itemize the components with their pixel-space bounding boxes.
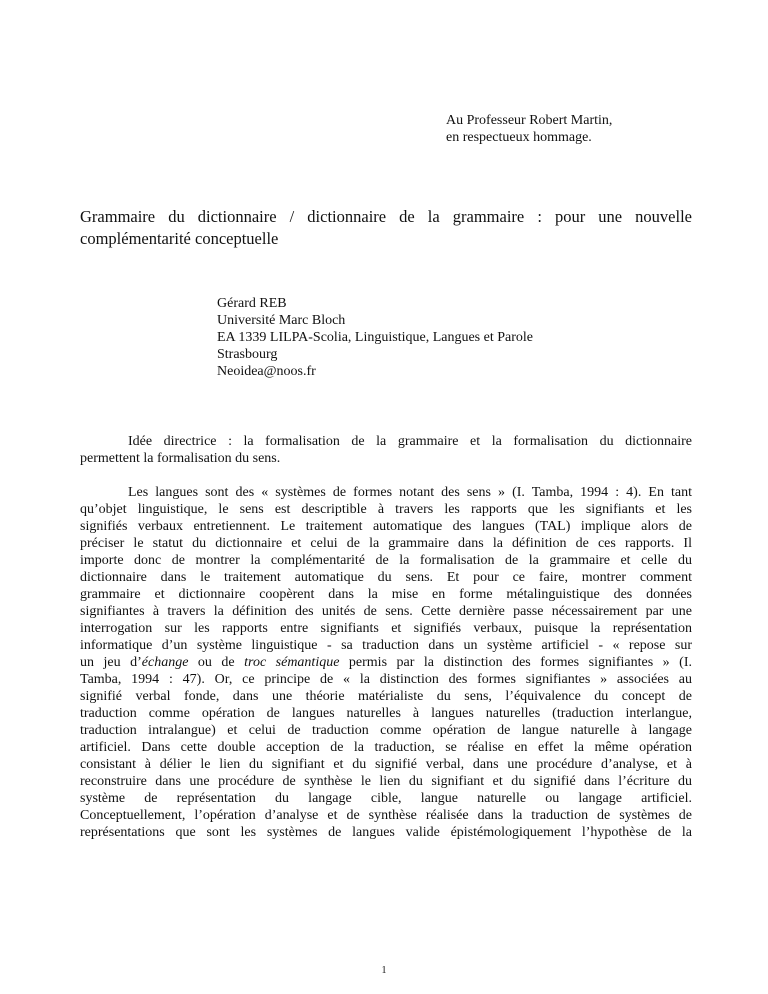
body-text: un jeu d’ — [80, 655, 142, 670]
body-line: Conceptuellement, l’opération d’analyse et de synthèse réalisée dans la traduction de systèmes de — [80, 808, 692, 823]
title-line-2: complémentarité conceptuelle — [80, 229, 279, 248]
body-line: importe donc de montrer la complémentarité de la formalisation de la grammaire et celle du — [80, 553, 692, 568]
body-line: traduction comme opération de langues naturelles à langues naturelles (traduction interlangue, — [80, 706, 692, 721]
lead-line-2: permettent la formalisation du sens. — [80, 451, 281, 466]
dedication-line-2: en respectueux hommage. — [446, 130, 592, 145]
body-line: représentations que sont les systèmes de langues valide épistémologiquement l’hypothèse de la — [80, 825, 692, 840]
author-name: Gérard REB — [217, 296, 287, 311]
body-line: préciser le statut du dictionnaire et celui de la grammaire dans la définition de ces rapports. Il — [80, 536, 692, 551]
author-block — [217, 295, 533, 380]
body-line: dictionnaire dans le traitement automatique du sens. Et pour ce faire, montrer comment — [80, 570, 692, 585]
body-line: grammaire et dictionnaire coopèrent dans la mise en forme métalinguistique des données — [80, 587, 692, 602]
dedication — [446, 112, 612, 146]
body-line: signifiantes à travers la définition des unités de sens. Cette dernière passe nécessairement par une — [80, 604, 692, 619]
author-city: Strasbourg — [217, 347, 278, 362]
body-line: signifié verbal fonde, dans une théorie matérialiste du sens, l’équivalence du concept de — [80, 689, 692, 704]
body-line: Les langues sont des « systèmes de formes notant des sens » (I. Tamba, 1994 : 4). En tant — [128, 485, 692, 500]
body-line: qu’objet linguistique, le sens est descriptible à travers les rapports que les signifiants et les — [80, 502, 692, 517]
body-line: interrogation sur les rapports entre signifiants et signifiés verbaux, puisque la représentation — [80, 621, 692, 636]
page-number: 1 — [381, 965, 387, 976]
body-line: informatique d’un système linguistique - sa traduction dans un système artificiel - « repose sur — [80, 638, 692, 653]
dedication-line-1: Au Professeur Robert Martin, — [446, 113, 613, 128]
italic-term-troc-semantique: troc sémantique — [244, 655, 340, 670]
body-line: reconstruire dans une procédure de synthèse le lien du signifiant et du signifié dans l’écriture du — [80, 774, 692, 789]
italic-term-echange: échange — [141, 655, 189, 670]
body-line: système de représentation du langage cible, langue naturelle ou langage artificiel. — [80, 791, 692, 806]
body-line: Tamba, 1994 : 47). Or, ce principe de « la distinction des formes signifiantes » associées au — [80, 672, 692, 687]
body-text: permis par la distinction des formes signifiantes » (I. — [339, 655, 692, 670]
body-line: signifiés verbaux entretiennent. Le traitement automatique des langues (TAL) implique alors de — [80, 519, 692, 534]
body-text: ou de — [188, 655, 245, 670]
author-lab: EA 1339 LILPA-Scolia, Linguistique, Langues et Parole — [217, 330, 533, 345]
author-email: Neoidea@noos.fr — [217, 364, 316, 379]
body-line: artificiel. Dans cette double acception de la traduction, se réalise en effet la même opération — [80, 740, 692, 755]
body-line — [80, 654, 692, 671]
guiding-idea-paragraph — [80, 433, 692, 467]
body-line: traduction intralangue) et celui de traduction comme opération de langue naturelle à langage — [80, 723, 692, 738]
paper-title — [80, 206, 692, 250]
title-line-1: Grammaire du dictionnaire / dictionnaire de la grammaire : pour une nouvelle — [80, 207, 692, 226]
author-university: Université Marc Bloch — [217, 313, 346, 328]
lead-line-1: Idée directrice : la formalisation de la grammaire et la formalisation du dictionnaire — [128, 434, 692, 449]
body-paragraph — [80, 484, 692, 841]
body-line: consistant à délier le lien du signifiant et du signifié verbal, dans une procédure d’analyse, et à — [80, 757, 692, 772]
